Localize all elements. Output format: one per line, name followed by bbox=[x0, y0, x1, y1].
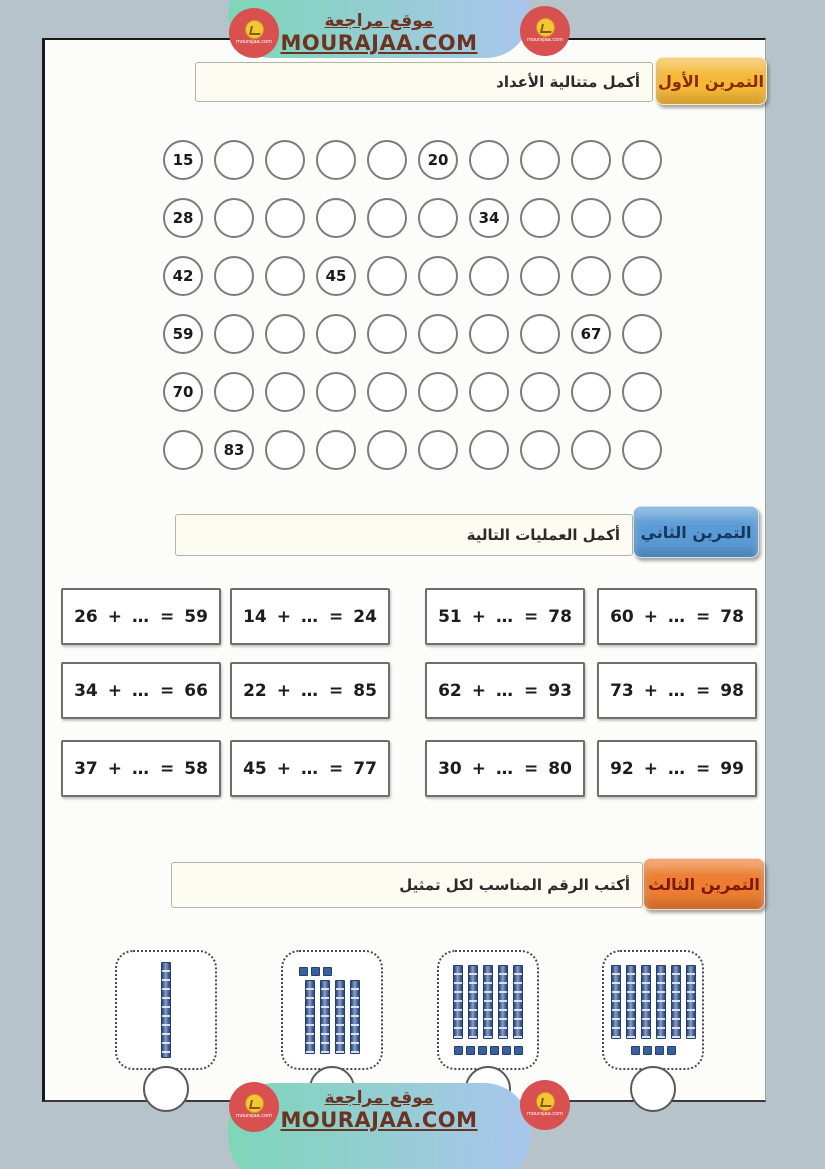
equals-sign: = bbox=[696, 758, 711, 779]
sequence-circle-empty[interactable] bbox=[469, 372, 509, 412]
sequence-circle-empty[interactable] bbox=[163, 430, 203, 470]
ten-rod-block bbox=[656, 965, 666, 1039]
sequence-circle-empty[interactable] bbox=[265, 372, 305, 412]
sequence-circle-empty[interactable] bbox=[418, 198, 458, 238]
equals-sign: = bbox=[329, 606, 344, 627]
equals-sign: = bbox=[329, 680, 344, 701]
sequence-circle-empty[interactable] bbox=[520, 372, 560, 412]
card-wrap bbox=[115, 950, 217, 1112]
sequence-circle-empty[interactable] bbox=[265, 430, 305, 470]
operand-result: 58 bbox=[184, 758, 208, 779]
ten-rod-block bbox=[513, 965, 523, 1039]
sequence-row bbox=[163, 140, 662, 180]
plus-sign: + bbox=[107, 680, 122, 701]
sequence-circle-empty[interactable] bbox=[520, 314, 560, 354]
sequence-circle-empty[interactable] bbox=[214, 198, 254, 238]
sequence-circle-empty[interactable] bbox=[469, 430, 509, 470]
operand-result: 93 bbox=[548, 680, 572, 701]
operand-result: 80 bbox=[548, 758, 572, 779]
operation-box[interactable] bbox=[61, 588, 221, 645]
plus-sign: + bbox=[276, 758, 291, 779]
tens-rods-row bbox=[161, 962, 171, 1058]
sequence-circle-filled bbox=[469, 198, 509, 238]
one-unit-block bbox=[299, 967, 308, 976]
site-url: MOURAJAA.COM bbox=[280, 1108, 478, 1132]
sequence-circle-empty[interactable] bbox=[367, 140, 407, 180]
one-unit-block bbox=[323, 967, 332, 976]
one-unit-block bbox=[643, 1046, 652, 1055]
missing-addend-dots: … bbox=[496, 680, 514, 701]
site-logo bbox=[520, 1080, 570, 1130]
sequence-number: 34 bbox=[478, 209, 500, 227]
ones-units-row bbox=[299, 967, 332, 976]
tens-rods-row bbox=[305, 980, 360, 1054]
operation-box[interactable] bbox=[425, 588, 585, 645]
one-unit-block bbox=[478, 1046, 487, 1055]
missing-addend-dots: … bbox=[132, 758, 150, 779]
paper-sheet bbox=[42, 38, 766, 1102]
sequence-circle-empty[interactable] bbox=[520, 140, 560, 180]
operand-left: 51 bbox=[438, 606, 462, 627]
operation-box[interactable] bbox=[61, 662, 221, 719]
sequence-circle-empty[interactable] bbox=[265, 256, 305, 296]
site-logo bbox=[520, 6, 570, 56]
sequence-circle-empty[interactable] bbox=[571, 256, 611, 296]
equals-sign: = bbox=[329, 758, 344, 779]
logo-icon bbox=[536, 1092, 555, 1111]
one-unit-block bbox=[655, 1046, 664, 1055]
representation-card bbox=[281, 950, 383, 1070]
missing-addend-dots: … bbox=[301, 680, 319, 701]
plus-sign: + bbox=[643, 680, 658, 701]
operation-box[interactable] bbox=[230, 662, 390, 719]
sequence-circle-empty[interactable] bbox=[622, 314, 662, 354]
sequence-circle-empty[interactable] bbox=[571, 198, 611, 238]
plus-sign: + bbox=[471, 606, 486, 627]
logo-caption: mourajaa.com bbox=[526, 1111, 563, 1118]
sequence-row bbox=[163, 372, 662, 412]
ten-rod-block bbox=[686, 965, 696, 1039]
sequence-circle-filled bbox=[214, 430, 254, 470]
ones-units-row bbox=[631, 1046, 676, 1055]
one-unit-block bbox=[631, 1046, 640, 1055]
sequence-circle-empty[interactable] bbox=[571, 430, 611, 470]
sequence-circle-empty[interactable] bbox=[265, 198, 305, 238]
answer-circle[interactable] bbox=[630, 1066, 676, 1112]
sequence-row bbox=[163, 198, 662, 238]
operand-left: 14 bbox=[243, 606, 267, 627]
site-logo bbox=[229, 8, 279, 58]
sequence-circle-filled bbox=[418, 140, 458, 180]
sequence-circle-empty[interactable] bbox=[418, 430, 458, 470]
sequence-circle-empty[interactable] bbox=[469, 140, 509, 180]
operand-left: 34 bbox=[74, 680, 98, 701]
equals-sign: = bbox=[696, 680, 711, 701]
operand-left: 73 bbox=[610, 680, 634, 701]
ten-rod-block bbox=[305, 980, 315, 1054]
one-unit-block bbox=[667, 1046, 676, 1055]
sequence-circle-filled bbox=[163, 314, 203, 354]
equals-sign: = bbox=[160, 758, 175, 779]
operation-box[interactable] bbox=[425, 740, 585, 797]
operation-box[interactable] bbox=[230, 740, 390, 797]
ten-rod-block bbox=[350, 980, 360, 1054]
operand-left: 62 bbox=[438, 680, 462, 701]
sequence-circle-empty[interactable] bbox=[316, 314, 356, 354]
sequence-circle-empty[interactable] bbox=[367, 256, 407, 296]
ones-units-row bbox=[454, 1046, 523, 1055]
ten-rod-block bbox=[453, 965, 463, 1039]
equals-sign: = bbox=[524, 680, 539, 701]
sequence-circle-filled bbox=[163, 256, 203, 296]
operand-result: 59 bbox=[184, 606, 208, 627]
logo-icon bbox=[536, 18, 555, 37]
operand-result: 24 bbox=[353, 606, 377, 627]
representation-card bbox=[437, 950, 539, 1070]
exercise3-label: التمرين الثالث bbox=[643, 858, 765, 910]
operation-box[interactable] bbox=[597, 588, 757, 645]
site-name-arabic: موقع مراجعة bbox=[324, 11, 434, 31]
ten-rod-block bbox=[335, 980, 345, 1054]
plus-sign: + bbox=[276, 680, 291, 701]
exercise1-label: التمرين الأول bbox=[655, 57, 767, 105]
sequence-number: 83 bbox=[223, 441, 245, 459]
site-url: MOURAJAA.COM bbox=[280, 31, 478, 55]
plus-sign: + bbox=[471, 680, 486, 701]
sequence-circle-empty[interactable] bbox=[367, 198, 407, 238]
missing-addend-dots: … bbox=[668, 680, 686, 701]
plus-sign: + bbox=[107, 758, 122, 779]
sequence-circle-empty[interactable] bbox=[622, 372, 662, 412]
operation-box[interactable] bbox=[61, 740, 221, 797]
operand-left: 92 bbox=[610, 758, 634, 779]
operation-box[interactable] bbox=[230, 588, 390, 645]
sequence-circle-empty[interactable] bbox=[265, 314, 305, 354]
exercise2-label: التمرين الثاني bbox=[633, 506, 759, 558]
one-unit-block bbox=[490, 1046, 499, 1055]
sequence-circle-empty[interactable] bbox=[469, 256, 509, 296]
sequence-circle-empty[interactable] bbox=[571, 372, 611, 412]
number-sequence-grid bbox=[163, 140, 662, 470]
sequence-circle-empty[interactable] bbox=[214, 372, 254, 412]
equals-sign: = bbox=[160, 606, 175, 627]
sequence-number: 20 bbox=[427, 151, 449, 169]
ten-rod-block bbox=[320, 980, 330, 1054]
logo-icon bbox=[245, 20, 264, 39]
sequence-number: 70 bbox=[172, 383, 194, 401]
operand-result: 66 bbox=[184, 680, 208, 701]
plus-sign: + bbox=[643, 758, 658, 779]
operand-result: 78 bbox=[720, 606, 744, 627]
one-unit-block bbox=[311, 967, 320, 976]
sequence-circle-empty[interactable] bbox=[367, 314, 407, 354]
ten-rod-block bbox=[483, 965, 493, 1039]
sequence-circle-empty[interactable] bbox=[469, 314, 509, 354]
sequence-circle-filled bbox=[163, 198, 203, 238]
exercise2-instruction: أكمل العمليات التالية bbox=[175, 514, 633, 556]
sequence-circle-empty[interactable] bbox=[622, 140, 662, 180]
sequence-number: 15 bbox=[172, 151, 194, 169]
operand-left: 30 bbox=[438, 758, 462, 779]
sequence-circle-empty[interactable] bbox=[214, 140, 254, 180]
sequence-number: 67 bbox=[580, 325, 602, 343]
sequence-circle-empty[interactable] bbox=[367, 372, 407, 412]
sequence-circle-empty[interactable] bbox=[520, 198, 560, 238]
plus-sign: + bbox=[471, 758, 486, 779]
operand-result: 85 bbox=[353, 680, 377, 701]
ten-rod-block bbox=[671, 965, 681, 1039]
sequence-circle-empty[interactable] bbox=[520, 430, 560, 470]
operation-box[interactable] bbox=[597, 662, 757, 719]
sequence-circle-empty[interactable] bbox=[265, 140, 305, 180]
operand-left: 37 bbox=[74, 758, 98, 779]
equals-sign: = bbox=[524, 606, 539, 627]
operand-result: 98 bbox=[720, 680, 744, 701]
exercise1-instruction: أكمل متتالية الأعداد bbox=[195, 62, 653, 102]
representation-card bbox=[115, 950, 217, 1070]
logo-icon bbox=[245, 1094, 264, 1113]
operand-left: 45 bbox=[243, 758, 267, 779]
plus-sign: + bbox=[107, 606, 122, 627]
operand-left: 22 bbox=[243, 680, 267, 701]
plus-sign: + bbox=[643, 606, 658, 627]
sequence-circle-filled bbox=[571, 314, 611, 354]
ten-rod-block bbox=[468, 965, 478, 1039]
sequence-row bbox=[163, 256, 662, 296]
tens-rods-row bbox=[453, 965, 523, 1039]
representation-card bbox=[602, 950, 704, 1070]
sequence-circle-filled bbox=[163, 372, 203, 412]
ten-rod-block bbox=[611, 965, 621, 1039]
logo-caption: mourajaa.com bbox=[235, 39, 272, 46]
tens-rods-row bbox=[611, 965, 696, 1039]
missing-addend-dots: … bbox=[132, 680, 150, 701]
operand-result: 99 bbox=[720, 758, 744, 779]
card-wrap bbox=[602, 950, 704, 1112]
equals-sign: = bbox=[160, 680, 175, 701]
sequence-number: 28 bbox=[172, 209, 194, 227]
sequence-circle-empty[interactable] bbox=[418, 314, 458, 354]
sequence-circle-empty[interactable] bbox=[520, 256, 560, 296]
sequence-number: 59 bbox=[172, 325, 194, 343]
sequence-circle-empty[interactable] bbox=[571, 140, 611, 180]
operand-left: 60 bbox=[610, 606, 634, 627]
logo-caption: mourajaa.com bbox=[526, 37, 563, 44]
ten-rod-block bbox=[641, 965, 651, 1039]
sequence-row bbox=[163, 314, 662, 354]
sequence-circle-empty[interactable] bbox=[418, 256, 458, 296]
operand-left: 26 bbox=[74, 606, 98, 627]
answer-circle[interactable] bbox=[143, 1066, 189, 1112]
logo-caption: mourajaa.com bbox=[235, 1113, 272, 1120]
sequence-circle-filled bbox=[163, 140, 203, 180]
missing-addend-dots: … bbox=[132, 606, 150, 627]
sequence-circle-empty[interactable] bbox=[367, 430, 407, 470]
sequence-circle-empty[interactable] bbox=[316, 198, 356, 238]
missing-addend-dots: … bbox=[668, 758, 686, 779]
missing-addend-dots: … bbox=[668, 606, 686, 627]
missing-addend-dots: … bbox=[301, 758, 319, 779]
sequence-circle-empty[interactable] bbox=[622, 256, 662, 296]
operation-box[interactable] bbox=[425, 662, 585, 719]
equals-sign: = bbox=[524, 758, 539, 779]
sequence-circle-filled bbox=[316, 256, 356, 296]
ten-rod-block bbox=[161, 962, 171, 1058]
sequence-circle-empty[interactable] bbox=[316, 140, 356, 180]
plus-sign: + bbox=[276, 606, 291, 627]
sequence-number: 42 bbox=[172, 267, 194, 285]
missing-addend-dots: … bbox=[496, 606, 514, 627]
one-unit-block bbox=[454, 1046, 463, 1055]
missing-addend-dots: … bbox=[301, 606, 319, 627]
sequence-circle-empty[interactable] bbox=[214, 314, 254, 354]
sequence-circle-empty[interactable] bbox=[418, 372, 458, 412]
ten-rod-block bbox=[626, 965, 636, 1039]
sequence-circle-empty[interactable] bbox=[622, 430, 662, 470]
site-logo bbox=[229, 1082, 279, 1132]
sequence-circle-empty[interactable] bbox=[214, 256, 254, 296]
exercise3-instruction: أكتب الرقم المناسب لكل تمثيل bbox=[171, 862, 643, 908]
sequence-row bbox=[163, 430, 662, 470]
ten-rod-block bbox=[498, 965, 508, 1039]
equals-sign: = bbox=[696, 606, 711, 627]
operation-box[interactable] bbox=[597, 740, 757, 797]
sequence-circle-empty[interactable] bbox=[622, 198, 662, 238]
one-unit-block bbox=[514, 1046, 523, 1055]
sequence-circle-empty[interactable] bbox=[316, 430, 356, 470]
sequence-number: 45 bbox=[325, 267, 347, 285]
one-unit-block bbox=[466, 1046, 475, 1055]
missing-addend-dots: … bbox=[496, 758, 514, 779]
operand-result: 78 bbox=[548, 606, 572, 627]
sequence-circle-empty[interactable] bbox=[316, 372, 356, 412]
site-name-arabic: موقع مراجعة bbox=[324, 1088, 434, 1108]
operand-result: 77 bbox=[353, 758, 377, 779]
one-unit-block bbox=[502, 1046, 511, 1055]
